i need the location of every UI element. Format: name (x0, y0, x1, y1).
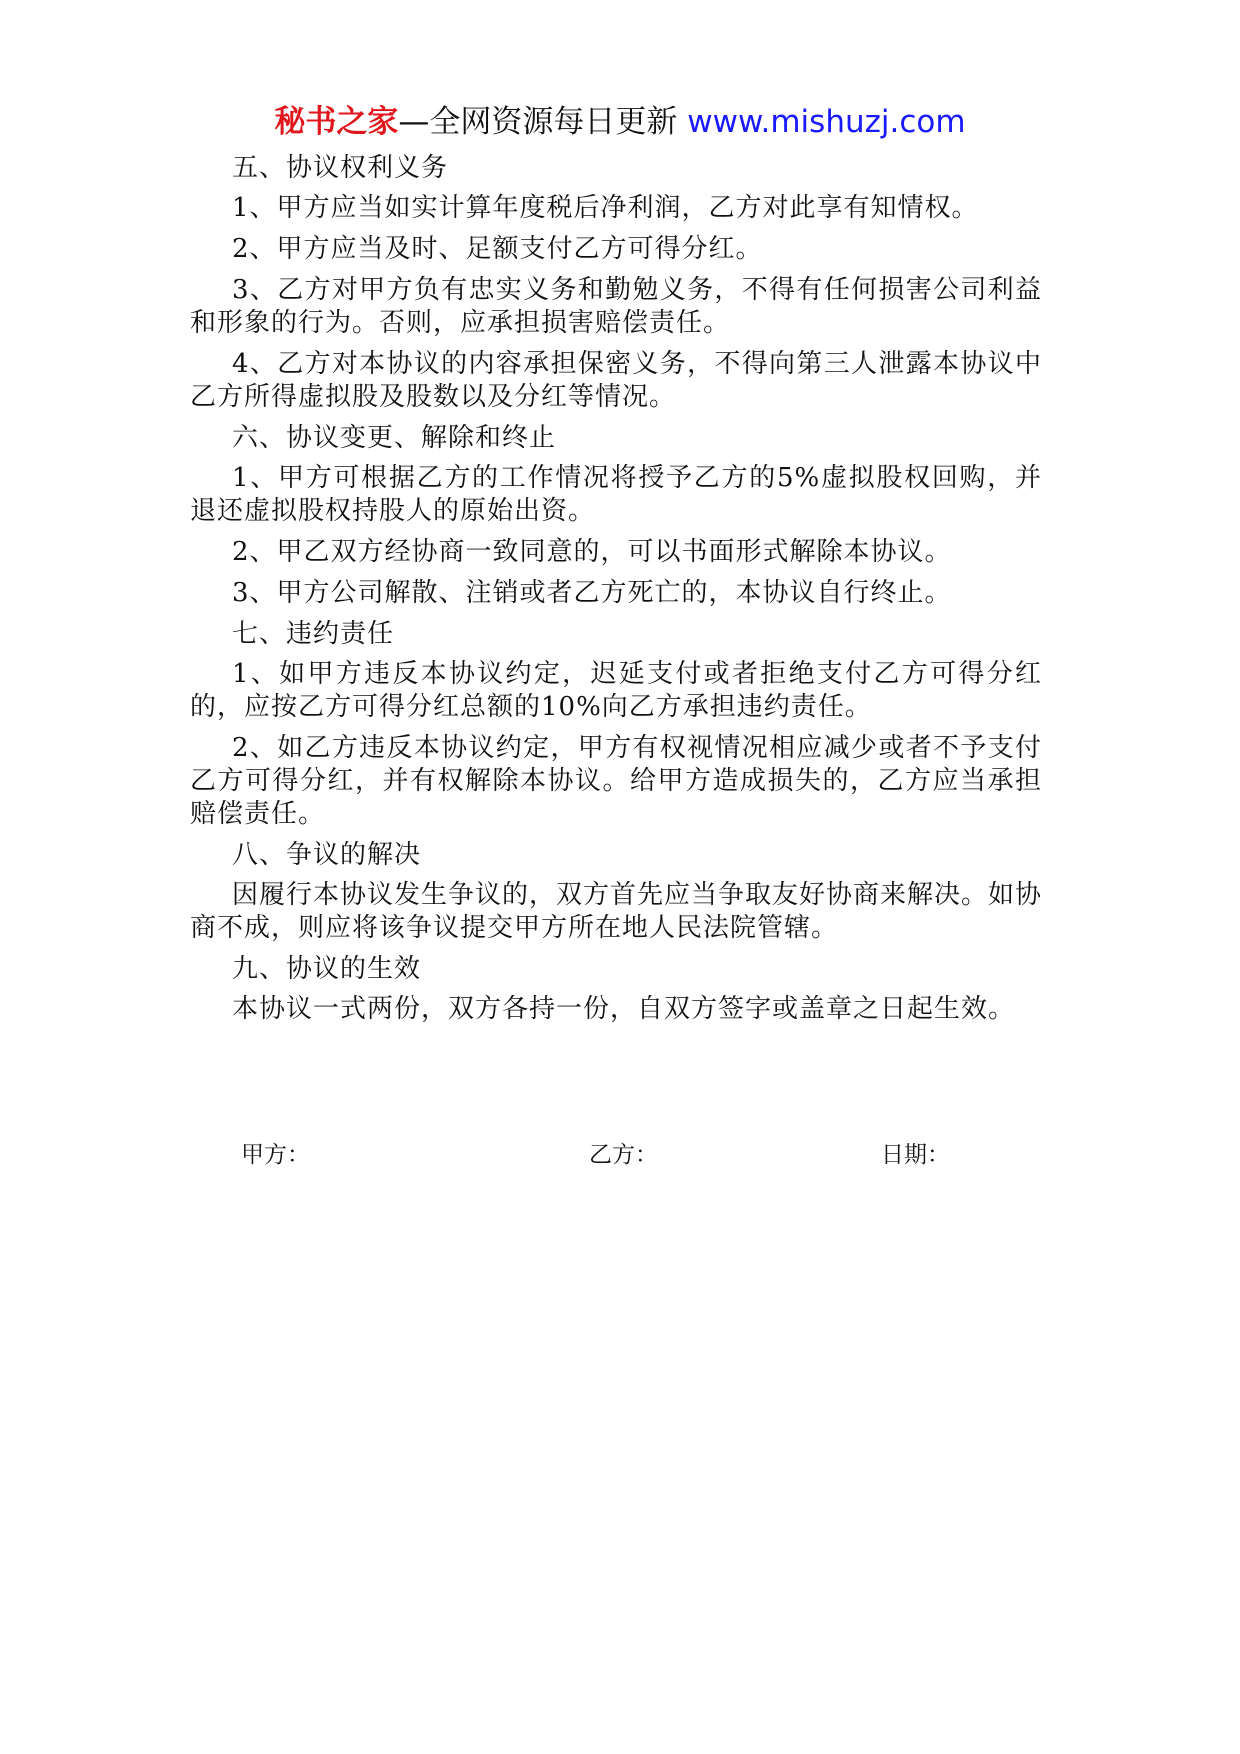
section-heading-breach-liability: 七、违约责任 (232, 619, 395, 649)
site-url: www.mishuzj.com (687, 104, 966, 140)
party-a-signature-label: 甲方： (241, 1142, 310, 1168)
clause-paragraph: 因履行本协议发生争议的，双方首先应当争取友好协商来解决。如协商不成，则应将该争议提交甲方所在地人民法院管辖。 (190, 880, 1043, 943)
agreement-body (190, 148, 1042, 1034)
section-heading-change-termination: 六、协议变更、解除和终止 (232, 423, 557, 453)
clause-paragraph: 本协议一式两份，双方各持一份，自双方签字或盖章之日起生效。 (232, 994, 1016, 1024)
site-header (0, 100, 1240, 144)
clause-paragraph: 4、乙方对本协议的内容承担保密义务，不得向第三人泄露本协议中乙方所得虚拟股及股数以及分红等情况。 (190, 349, 1042, 412)
section-heading-effectiveness: 九、协议的生效 (232, 954, 422, 984)
clause-paragraph: 1、甲方应当如实计算年度税后净利润，乙方对此享有知情权。 (232, 193, 979, 223)
clause-paragraph: 2、如乙方违反本协议约定，甲方有权视情况相应减少或者不予支付乙方可得分红，并有权解除本协议。给甲方造成损失的，乙方应当承担赔偿责任。 (190, 733, 1042, 829)
clause-paragraph: 1、如甲方违反本协议约定，迟延支付或者拒绝支付乙方可得分红的，应按乙方可得分红总额的10%向乙方承担违约责任。 (190, 659, 1042, 722)
clause-paragraph: 3、甲方公司解散、注销或者乙方死亡的，本协议自行终止。 (232, 578, 952, 608)
section-heading-rights-obligations: 五、协议权利义务 (232, 153, 449, 183)
clause-paragraph: 3、乙方对甲方负有忠实义务和勤勉义务，不得有任何损害公司利益和形象的行为。否则，应承担损害赔偿责任。 (190, 275, 1042, 338)
clause-paragraph: 1、甲方可根据乙方的工作情况将授予乙方的5%虚拟股权回购，并退还虚拟股权持股人的原始出资。 (190, 463, 1042, 526)
header-tagline: —全网资源每日更新 (398, 104, 678, 140)
brand-name: 秘书之家 (274, 104, 399, 140)
signature-row (0, 1138, 1240, 1172)
date-signature-label: 日期： (881, 1142, 950, 1168)
clause-paragraph: 2、甲方应当及时、足额支付乙方可得分红。 (232, 234, 763, 264)
clause-paragraph: 2、甲乙双方经协商一致同意的，可以书面形式解除本协议。 (232, 537, 952, 567)
party-b-signature-label: 乙方： (589, 1142, 658, 1168)
section-heading-dispute-resolution: 八、争议的解决 (232, 840, 422, 870)
